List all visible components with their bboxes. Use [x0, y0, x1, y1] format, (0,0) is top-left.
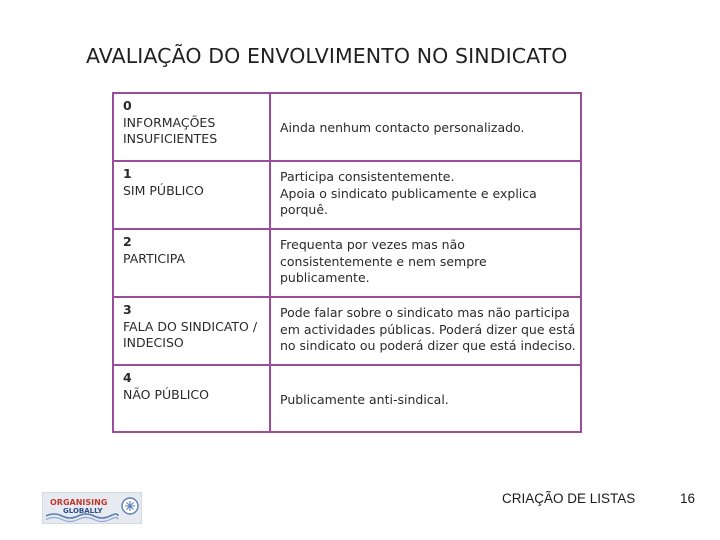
description-cell	[270, 366, 580, 432]
description-cell	[270, 230, 580, 296]
level-cell	[114, 230, 270, 296]
level-number: 0	[123, 98, 132, 113]
footer-section-title: CRIAÇÃO DE LISTAS	[502, 491, 636, 506]
level-cell	[114, 298, 270, 364]
table-row	[114, 162, 580, 228]
level-description: Frequenta por vezes mas não consistentemente e nem sempre publicamente.	[280, 237, 487, 285]
table-row	[114, 94, 580, 160]
level-label: INFORMAÇÕES INSUFICIENTES	[123, 114, 218, 146]
engagement-table	[112, 92, 582, 433]
level-cell	[114, 162, 270, 228]
level-number: 2	[123, 234, 132, 249]
level-number: 1	[123, 166, 132, 181]
description-cell	[270, 162, 580, 228]
level-label: PARTICIPA	[123, 250, 186, 266]
level-description: Ainda nenhum contacto personalizado.	[280, 120, 525, 135]
description-cell	[270, 298, 580, 364]
description-cell	[270, 94, 580, 160]
level-description: Pode falar sobre o sindicato mas não participa em actividades públicas. Poderá dizer que está no sindicato ou poderá dizer que está indeciso.	[280, 305, 576, 353]
page-number: 16	[680, 491, 696, 506]
level-number: 3	[123, 302, 132, 317]
logo-line1: ORGANISING	[50, 498, 108, 507]
level-number: 4	[123, 370, 132, 385]
table-row	[114, 230, 580, 296]
slide-title: AVALIAÇÃO DO ENVOLVIMENTO NO SINDICATO	[86, 44, 568, 68]
table-row	[114, 298, 580, 364]
level-cell	[114, 366, 270, 432]
organising-globally-logo	[42, 492, 142, 524]
level-description: Participa consistentemente. Apoia o sindicato publicamente e explica porquê.	[280, 169, 537, 217]
level-label: NÃO PÚBLICO	[123, 386, 209, 402]
level-label: SIM PÚBLICO	[123, 182, 204, 198]
level-cell	[114, 94, 270, 160]
level-description: Publicamente anti-sindical.	[280, 392, 449, 407]
table-row	[114, 366, 580, 432]
logo-line2: GLOBALLY	[63, 507, 103, 515]
level-label: FALA DO SINDICATO / INDECISO	[123, 318, 258, 350]
